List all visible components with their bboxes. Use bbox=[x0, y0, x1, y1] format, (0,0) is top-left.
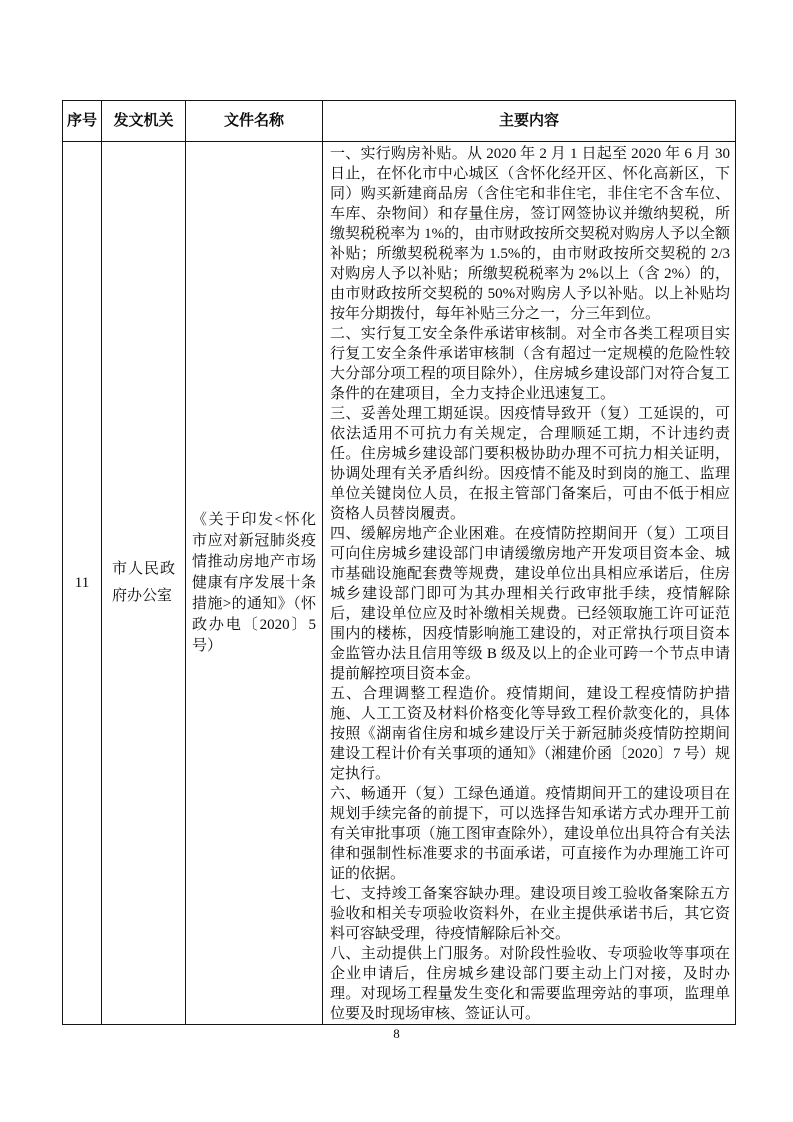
content-paragraph: 六、畅通开（复）工绿色通道。疫情期间开工的建设项目在规划手续完备的前提下，可以选择告知承诺方式办理开工前有关审批事项（施工图审查除外），建设单位出具符合有关法律和强制性标准要求的书面承诺，可直接作为办理施工许可证的依据。 bbox=[330, 786, 730, 882]
cell-doc-name: 《关于印发<怀化市应对新冠肺炎疫情推动房地产市场健康有序发展十条措施>的通知》（怀政办电〔2020〕5 号） bbox=[186, 142, 323, 1025]
content-paragraph: 七、支持竣工备案容缺办理。建设项目竣工验收备案除五方验收和相关专项验收资料外，在业主提供承诺书后，其它资料可容缺受理，待疫情解除后补交。 bbox=[330, 886, 730, 942]
header-cell-seq: 序号 bbox=[63, 101, 102, 142]
content-paragraph: 二、实行复工安全条件承诺审核制。对全市各类工程项目实行复工安全条件承诺审核制（含有超过一定规模的危险性较大分部分项工程的项目除外），住房城乡建设部门对符合复工条件的在建项目，全力支持企业迅速复工。 bbox=[330, 326, 730, 402]
content-paragraph: 四、缓解房地产企业困难。在疫情防控期间开（复）工项目可向住房城乡建设部门申请缓缴房地产开发项目资本金、城市基础设施配套费等规费，建设单位出具相应承诺后，住房城乡建设部门即可为其办理相关行政审批手续，疫情解除后，建设单位应及时补缴相关规费。已经领取施工许可证范围内的楼栋，因疫情影响施工建设的，对正常执行项目资本金监管办法且信用等级 B 级及以上的企业可跨一个节点申请提前解控项目资本金。 bbox=[330, 526, 730, 682]
header-cell-agency: 发文机关 bbox=[102, 101, 186, 142]
content-paragraph: 一、实行购房补贴。从 2020 年 2 月 1 日起至 2020 年 6 月 30 日止，在怀化市中心城区（含怀化经开区、怀化高新区，下同）购买新建商品房（含住宅和非住宅，非住宅不含车位、车库、杂物间）和存量住房，签订网签协议并缴纳契税，所缴契税税率为 1%的，由市财政按所交契税对购房人予以全额补贴；所缴契税税率为 1.5%的，由市财政按所交契税的 2/3 对购房人予以补贴；所缴契税税率为 2%以上（含 2%）的，由市财政按所交契税的 50%对购房人予以补贴。以上补贴均按年分期拨付，每年补贴三分之一，分三年到位。 bbox=[330, 146, 730, 322]
content-paragraph: 五、合理调整工程造价。疫情期间，建设工程疫情防护措施、人工工资及材料价格变化等导致工程价款变化的，具体按照《湖南省住房和城乡建设厅关于新冠肺炎疫情防控期间建设工程计价有关事项的通知》（湘建价函〔2020〕7 号）规定执行。 bbox=[330, 686, 730, 782]
cell-content bbox=[323, 142, 736, 1025]
content-paragraph: 八、主动提供上门服务。对阶段性验收、专项验收等事项在企业申请后，住房城乡建设部门要主动上门对接，及时办理。对现场工程量发生变化和需要监理旁站的事项，监理单位要及时现场审核、签证认可。 bbox=[330, 946, 730, 1022]
cell-agency: 市人民政府办公室 bbox=[102, 142, 186, 1025]
table-row bbox=[63, 142, 736, 1025]
content-paragraph: 三、妥善处理工期延误。因疫情导致开（复）工延误的，可依法适用不可抗力有关规定，合理顺延工期，不计违约责任。住房城乡建设部门要积极协助办理不可抗力相关证明，协调处理有关矛盾纠纷。因疫情不能及时到岗的施工、监理单位关键岗位人员，在报主管部门备案后，可由不低于相应资格人员替岗履责。 bbox=[330, 406, 730, 522]
cell-seq: 11 bbox=[63, 142, 102, 1025]
header-cell-content: 主要内容 bbox=[323, 101, 736, 142]
table-header-row bbox=[63, 101, 736, 142]
page-number: 8 bbox=[393, 1026, 400, 1041]
header-cell-doc-name: 文件名称 bbox=[186, 101, 323, 142]
info-table bbox=[62, 100, 736, 1025]
